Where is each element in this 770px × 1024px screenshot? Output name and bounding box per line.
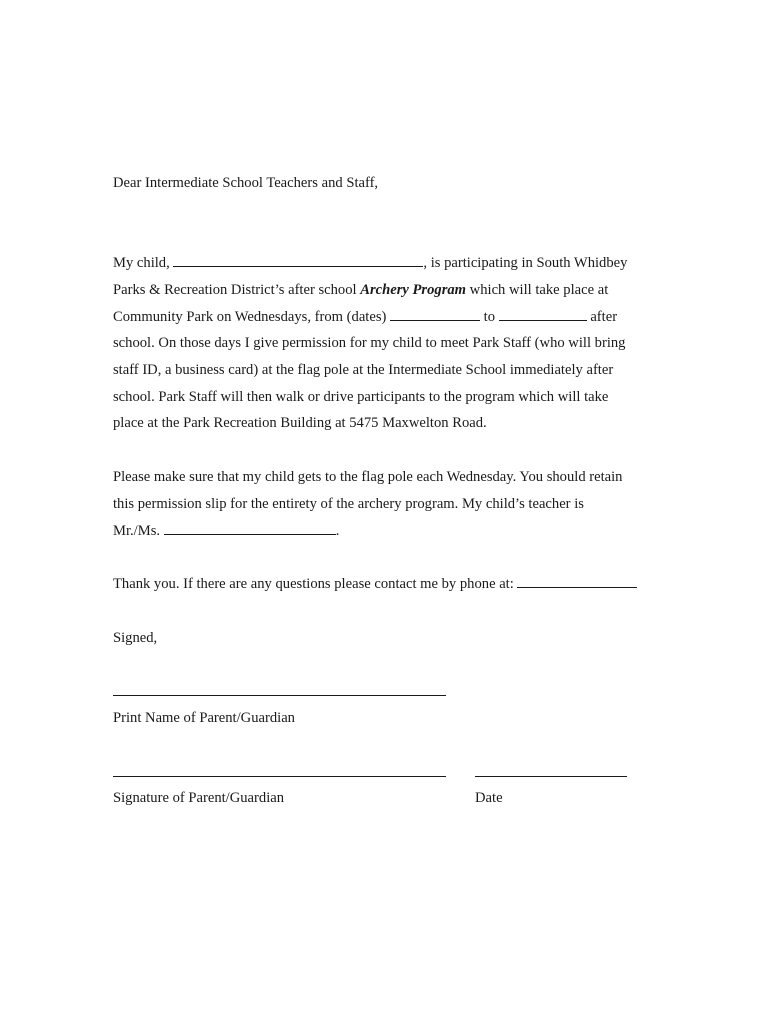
p1-line-6: school. Park Staff will then walk or drive participants to the program which will take — [113, 389, 609, 405]
print-name-label: Print Name of Parent/Guardian — [113, 710, 295, 726]
text: Parks & Recreation District’s after school — [113, 282, 361, 298]
salutation: Dear Intermediate School Teachers and Staff, — [113, 175, 379, 191]
print-name-line[interactable] — [113, 695, 446, 696]
p1-line-5: staff ID, a business card) at the flag pole at the Intermediate School immediately after — [113, 362, 614, 378]
text: which will take place at — [466, 282, 609, 298]
p1-line-1 — [113, 254, 627, 272]
p1-line-2 — [113, 281, 608, 299]
text: to — [480, 309, 499, 325]
signature-line[interactable] — [113, 776, 446, 777]
date-line[interactable] — [475, 776, 627, 777]
p2-line-2: this permission slip for the entirety of the archery program. My child’s teacher is — [113, 496, 584, 512]
text: Mr./Ms. — [113, 523, 164, 539]
text: Community Park on Wednesdays, from (dates) — [113, 309, 391, 325]
signed-label: Signed, — [113, 630, 158, 646]
text: after — [586, 309, 618, 325]
end-date-blank[interactable] — [499, 308, 587, 321]
date-label: Date — [475, 790, 503, 806]
phone-blank[interactable] — [517, 575, 637, 588]
text: . — [335, 523, 340, 539]
start-date-blank[interactable] — [390, 308, 480, 321]
signature-label: Signature of Parent/Guardian — [113, 790, 285, 806]
child-name-blank[interactable] — [173, 254, 423, 267]
text: Thank you. If there are any questions please contact me by phone at: — [113, 576, 518, 592]
text: , is participating in South Whidbey — [423, 255, 628, 271]
program-name: Archery Program — [360, 282, 467, 298]
teacher-name-blank[interactable] — [164, 522, 336, 535]
p2-line-3 — [113, 522, 339, 540]
p3-line-1 — [113, 575, 637, 593]
p1-line-4: school. On those days I give permission for my child to meet Park Staff (who will bring — [113, 335, 626, 351]
p1-line-3 — [113, 308, 617, 326]
text: My child, — [113, 255, 174, 271]
p1-line-7: place at the Park Recreation Building at 5475 Maxwelton Road. — [113, 415, 487, 431]
p2-line-1: Please make sure that my child gets to the flag pole each Wednesday. You should retain — [113, 469, 623, 485]
